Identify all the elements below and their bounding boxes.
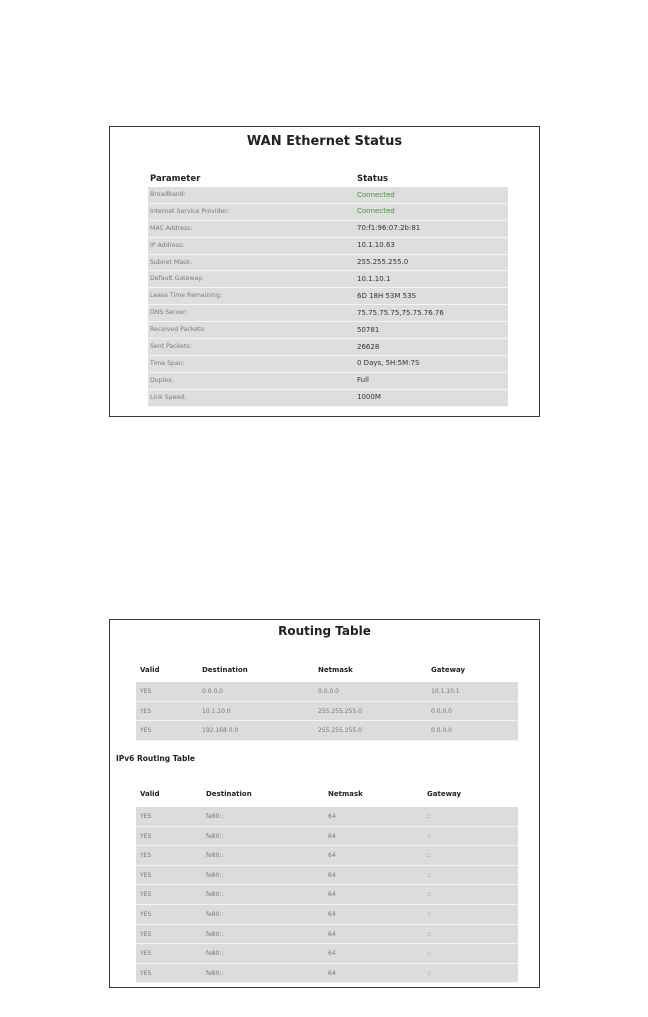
valid-cell: YES	[140, 930, 152, 938]
valid-cell: YES	[140, 707, 152, 715]
netmask-cell: 64	[328, 910, 336, 918]
wan-table-header	[148, 174, 508, 186]
wan-param-label: DNS Server:	[150, 309, 188, 317]
wan-table-body	[148, 187, 508, 407]
gateway-cell: ::	[427, 832, 432, 840]
valid-cell: YES	[140, 871, 152, 879]
destination-cell: fe80::	[206, 891, 224, 899]
wan-param-label: Received Packets:	[150, 326, 206, 334]
wan-status-value: 10.1.10.63	[357, 241, 395, 250]
destination-cell: fe80::	[206, 832, 224, 840]
wan-param-label: Duplex:	[150, 376, 174, 384]
valid-cell: YES	[140, 727, 152, 734]
netmask-cell: 64	[328, 871, 336, 879]
wan-param-label: Default Gateway:	[150, 275, 204, 283]
ipv6-table-row	[136, 846, 518, 866]
routing-panel-title: Routing Table	[278, 624, 371, 638]
wan-param-label: MAC Address:	[150, 224, 193, 232]
netmask-cell: 64	[328, 852, 336, 860]
valid-cell: YES	[140, 910, 152, 918]
wan-table-row	[148, 356, 508, 373]
netmask-cell: 255.255.255.0	[318, 707, 362, 715]
wan-status-value: Connected	[357, 190, 395, 199]
gateway-cell: ::	[427, 950, 432, 958]
netmask-cell: 255.255.255.0	[318, 727, 362, 734]
valid-cell: YES	[140, 832, 152, 840]
destination-cell: fe80::	[206, 910, 224, 918]
gateway-cell: ::	[427, 813, 432, 820]
wan-table-row	[148, 390, 508, 407]
routing-table-row	[136, 682, 518, 702]
routing-col-gateway: Gateway	[431, 666, 466, 674]
valid-cell: YES	[140, 852, 152, 860]
destination-cell: 0.0.0.0	[202, 688, 223, 695]
routing-table-row	[136, 721, 518, 741]
ipv6-col-valid: Valid	[140, 790, 160, 798]
gateway-cell: 10.1.10.1	[431, 688, 460, 695]
gateway-cell: ::	[427, 871, 432, 879]
wan-param-label: Lease Time Remaining:	[150, 292, 222, 300]
routing-col-netmask: Netmask	[318, 666, 353, 674]
ipv6-table-body	[136, 807, 518, 983]
ipv6-table-row	[136, 925, 518, 945]
gateway-cell: ::	[427, 969, 432, 977]
wan-table-row	[148, 204, 508, 221]
destination-cell: fe80::	[206, 930, 224, 938]
destination-cell: fe80::	[206, 852, 224, 860]
wan-table-row	[148, 305, 508, 322]
valid-cell: YES	[140, 813, 152, 820]
ipv6-table-row	[136, 807, 518, 827]
gateway-cell: ::	[427, 930, 432, 938]
wan-table-row	[148, 373, 508, 390]
wan-ethernet-status-panel	[109, 126, 540, 417]
ipv6-table-header	[138, 790, 518, 800]
routing-table-row	[136, 702, 518, 722]
destination-cell: 10.1.10.0	[202, 707, 231, 715]
wan-table-row	[148, 221, 508, 238]
destination-cell: fe80::	[206, 813, 224, 820]
wan-param-label: Time Span:	[150, 359, 185, 367]
valid-cell: YES	[140, 950, 152, 958]
wan-status-value: 70:f1:96:07:2b:81	[357, 224, 421, 233]
wan-status-value: 6D 18H 53M 53S	[357, 291, 416, 300]
wan-param-label: IP Address:	[150, 241, 185, 249]
netmask-cell: 0.0.0.0	[318, 688, 339, 695]
ipv6-table-row	[136, 827, 518, 847]
gateway-cell: ::	[427, 891, 432, 899]
wan-status-value: Connected	[357, 207, 395, 216]
wan-table-row	[148, 238, 508, 255]
ipv6-routing-title: IPv6 Routing Table	[116, 754, 195, 763]
wan-table-row	[148, 255, 508, 272]
gateway-cell: 0.0.0.0	[431, 727, 452, 734]
ipv6-col-netmask: Netmask	[328, 790, 363, 798]
wan-param-label: Broadband:	[150, 191, 186, 198]
wan-status-value: 26628	[357, 342, 380, 351]
ipv6-table-row	[136, 866, 518, 886]
wan-status-value: 1000M	[357, 393, 381, 402]
ipv6-table-row	[136, 944, 518, 964]
wan-table-row	[148, 322, 508, 339]
wan-status-value: 0 Days, 5H:5M:7S	[357, 359, 420, 368]
wan-status-value: 75.75.75.75,75.75.76.76	[357, 308, 444, 317]
wan-col-parameter: Parameter	[150, 174, 201, 184]
netmask-cell: 64	[328, 969, 336, 977]
routing-table-body	[136, 682, 518, 741]
wan-table-row	[148, 271, 508, 288]
wan-table-row	[148, 288, 508, 305]
wan-col-status: Status	[357, 174, 389, 184]
wan-status-value: Full	[357, 376, 369, 385]
gateway-cell: ::	[427, 852, 432, 860]
netmask-cell: 64	[328, 813, 336, 820]
wan-status-value: 50781	[357, 325, 380, 334]
netmask-cell: 64	[328, 950, 336, 958]
ipv6-table-row	[136, 905, 518, 925]
valid-cell: YES	[140, 688, 152, 695]
wan-status-value: 10.1.10.1	[357, 274, 391, 283]
netmask-cell: 64	[328, 891, 336, 899]
destination-cell: fe80::	[206, 969, 224, 977]
wan-param-label: Subnet Mask:	[150, 258, 192, 266]
wan-param-label: Sent Packets:	[150, 343, 192, 351]
ipv6-col-gateway: Gateway	[427, 790, 462, 798]
wan-table-row	[148, 187, 508, 204]
routing-col-valid: Valid	[140, 666, 160, 674]
destination-cell: fe80::	[206, 950, 224, 958]
ipv6-table-row	[136, 964, 518, 984]
wan-table-row	[148, 339, 508, 356]
routing-table-header	[138, 666, 518, 676]
ipv6-table-row	[136, 885, 518, 905]
gateway-cell: ::	[427, 910, 432, 918]
netmask-cell: 64	[328, 930, 336, 938]
wan-status-value: 255.255.255.0	[357, 258, 409, 267]
wan-param-label: Link Speed:	[150, 393, 187, 401]
wan-panel-title: WAN Ethernet Status	[246, 134, 403, 149]
destination-cell: fe80::	[206, 871, 224, 879]
routing-col-destination: Destination	[202, 666, 248, 674]
netmask-cell: 64	[328, 832, 336, 840]
wan-param-label: Internet Service Provider:	[150, 207, 229, 215]
ipv6-col-destination: Destination	[206, 790, 252, 798]
valid-cell: YES	[140, 891, 152, 899]
gateway-cell: 0.0.0.0	[431, 707, 452, 715]
valid-cell: YES	[140, 969, 152, 977]
destination-cell: 192.168.0.0	[202, 727, 239, 734]
routing-table-panel	[109, 619, 540, 988]
